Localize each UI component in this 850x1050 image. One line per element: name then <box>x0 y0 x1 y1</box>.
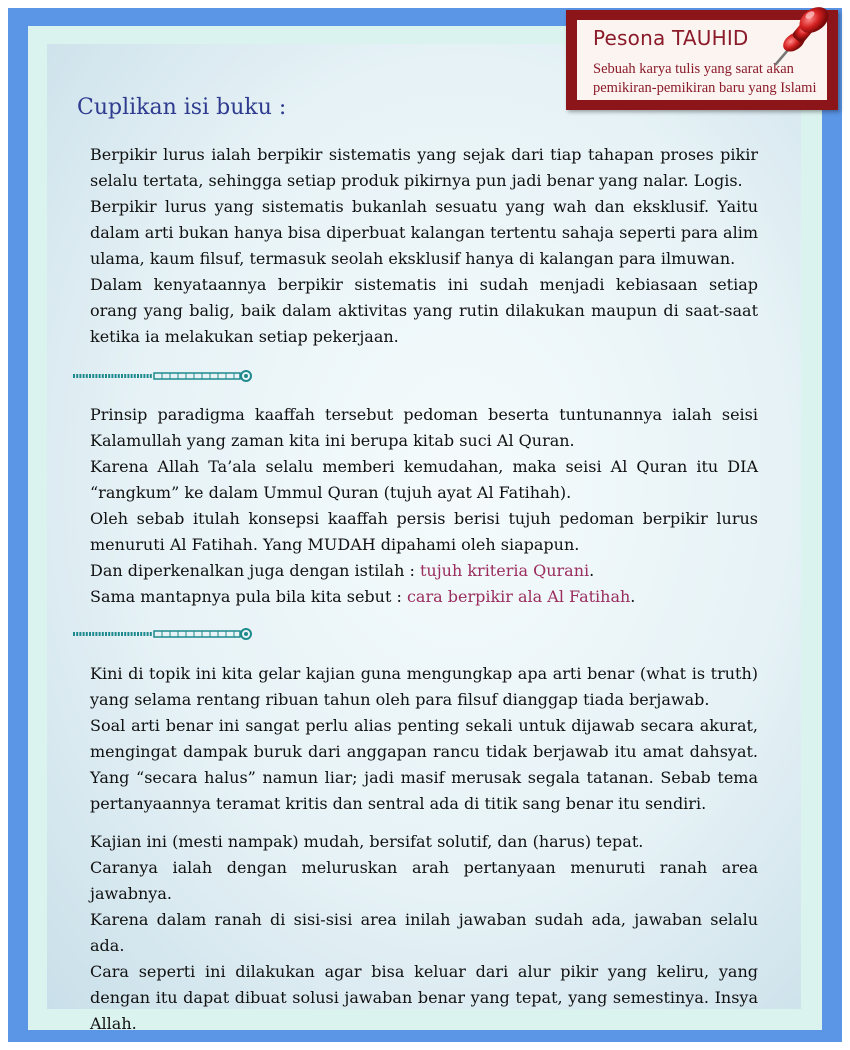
paragraph-block-3 <box>90 661 758 817</box>
text: . <box>630 587 636 606</box>
paragraph: Karena dalam ranah di sisi-sisi area inilah jawaban sudah ada, jawaban selalu ada. <box>90 910 758 955</box>
badge-subtitle: Sebuah karya tulis yang sarat akan pemikiran-pemikiran baru yang Islami <box>593 61 817 96</box>
badge-title: Pesona TAUHID <box>593 26 749 50</box>
text: Dan diperkenalkan juga dengan istilah : <box>90 561 420 580</box>
push-pin-icon <box>770 0 840 70</box>
paragraph: Oleh sebab itulah konsepsi kaaffah persis berisi tujuh pedoman berpikir lurus menuruti Al Fatihah. Yang MUDAH dipahami oleh siapapun. <box>90 509 758 554</box>
paragraph-block-2 <box>90 402 758 610</box>
paragraph: Soal arti benar ini sangat perlu alias penting sekali untuk dijawab secara akurat, mengingat dampak buruk dari anggapan rancu tidak berjawab itu amat dahsyat. Yang “secara halus” namun liar; jadi masif merusak segala tatanan. Sebab tema pertanyaannya teramat kritis dan sentral ada di titik sang benar itu sendiri. <box>90 716 758 813</box>
paragraph: Berpikir lurus ialah berpikir sistematis yang sejak dari tiap tahapan proses pikir selalu tertata, sehingga setiap produk pikirnya pun jadi benar yang nalar. Logis. <box>90 145 758 190</box>
paragraph: Kini di topik ini kita gelar kajian guna mengungkap apa arti benar (what is truth) yang selama rentang ribuan tahun oleh para filsuf dianggap tiada berjawab. <box>90 664 758 709</box>
dotted-line-divider-icon <box>72 369 254 383</box>
paragraph: Cara seperti ini dilakukan agar bisa keluar dari alur pikir yang keliru, yang dengan itu dapat dibuat solusi jawaban benar yang tepat, yang semestinya. Insya Allah. <box>90 962 758 1033</box>
paragraph-block-4 <box>90 829 758 1037</box>
highlight-text: tujuh kriteria Qurani <box>419 561 590 580</box>
paragraph: Caranya ialah dengan meluruskan arah pertanyaan menuruti ranah area jawabnya. <box>90 858 758 903</box>
paragraph <box>90 584 758 610</box>
paragraph: Berpikir lurus yang sistematis bukanlah sesuatu yang wah dan eksklusif. Yaitu dalam arti bukan hanya bisa diperbuat kalangan tertentu sahaja seperti para alim ulama, kaum filsuf, termasuk seolah eksklusif hanya di kalangan para ilmuwan. <box>90 197 758 268</box>
text: Sama mantapnya pula bila kita sebut : <box>90 587 407 606</box>
paragraph: Prinsip paradigma kaaffah tersebut pedoman beserta tuntunannya ialah seisi Kalamullah yang zaman kita ini berupa kitab suci Al Quran. <box>90 405 758 450</box>
text: . <box>589 561 595 580</box>
highlight-text: cara berpikir ala Al Fatihah <box>406 587 631 606</box>
section-heading: Cuplikan isi buku : <box>77 95 287 120</box>
paragraph: Dalam kenyataannya berpikir sistematis ini sudah menjadi kebiasaan setiap orang yang balig, baik dalam aktivitas yang rutin dilakukan maupun di saat-saat ketika ia melakukan setiap pekerjaan. <box>90 275 758 346</box>
paragraph: Karena Allah Ta’ala selalu memberi kemudahan, maka seisi Al Quran itu DIA “rangkum” ke dalam Ummul Quran (tujuh ayat Al Fatihah). <box>90 457 758 502</box>
paragraph <box>90 558 758 584</box>
paragraph: Kajian ini (mesti nampak) mudah, bersifat solutif, dan (harus) tepat. <box>90 832 644 851</box>
dotted-line-divider-icon <box>72 627 254 641</box>
paragraph-block-1 <box>90 142 758 350</box>
